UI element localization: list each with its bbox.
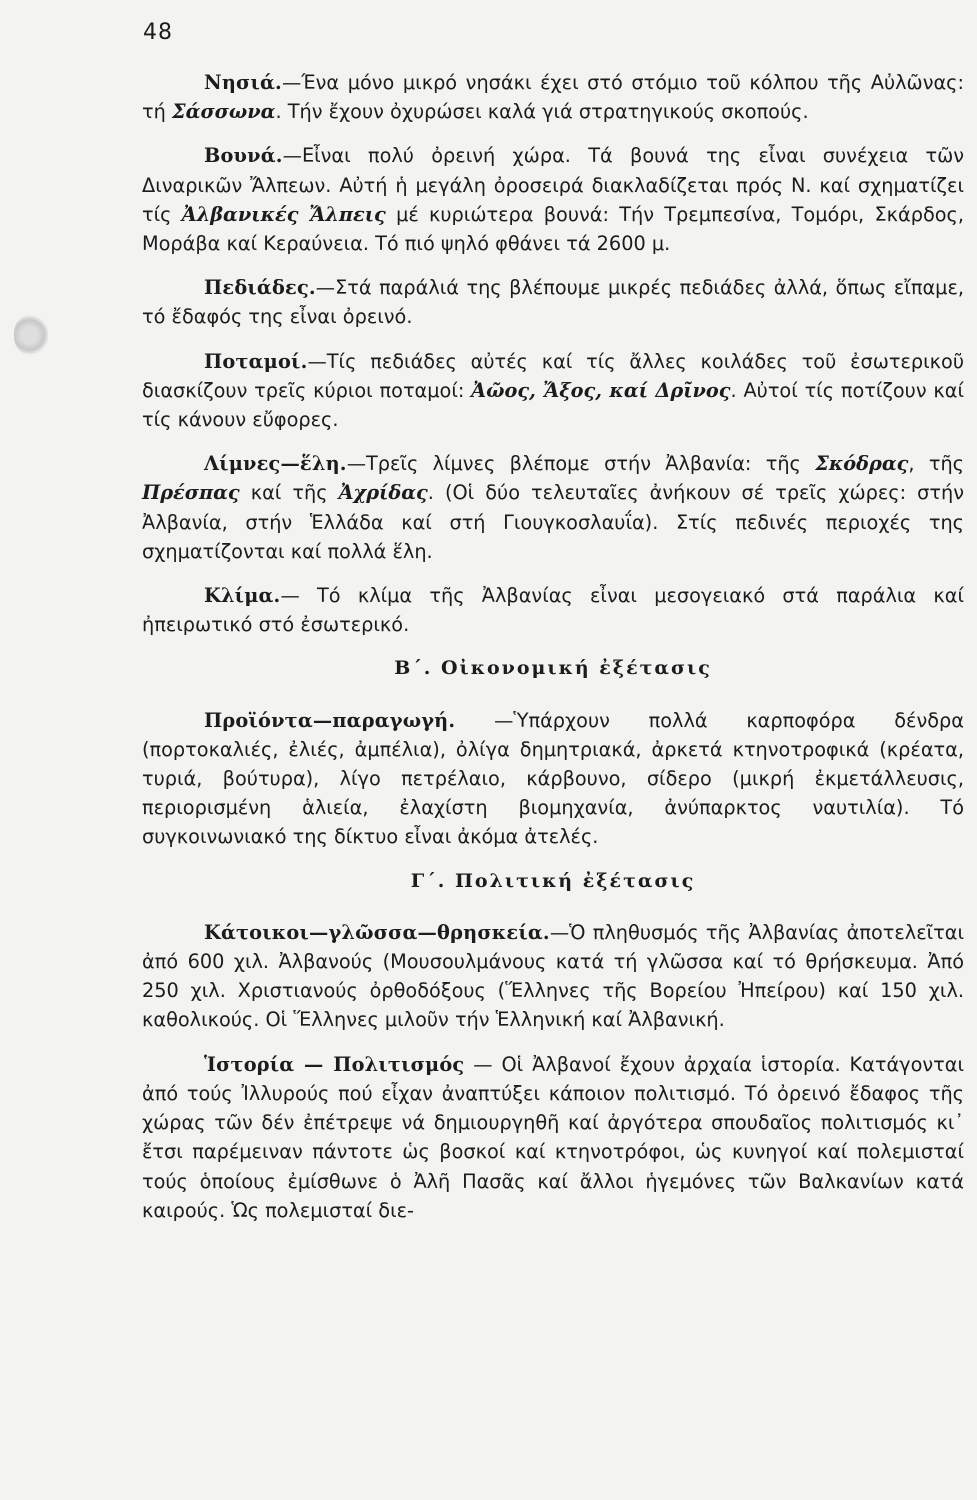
paragraph-text: —Εἶναι πολύ ὀρεινή χώρα. Τά βουνά της εἶναι συνέχεια τῶν Διναρικῶν Ἄλπεων. Αὐτή ἡ μεγάλη ὀροσειρά διακλαδίζεται πρός Ν. καί σχηματίζει τίς [142,144,964,226]
emphasized-name: Ἀχρίδας [338,481,428,505]
emphasized-name: Πρέσπας [142,481,240,505]
paragraph [142,68,964,126]
paragraph-text: καί τῆς [239,481,339,505]
paragraph-heading: Κλίμα. [204,584,281,608]
emphasized-name: Σκόδρας [815,452,909,476]
emphasized-name: Σάσσωνα [171,100,276,124]
paragraph-text: — Οἱ Ἀλβανοί ἔχουν ἀρχαία ἱστορία. Κατάγονται ἀπό τούς Ἰλλυρούς πού εἶχαν ἀναπτύξει κάποιον πολιτισμό. Τό ὀρεινό ἔδαφος τῆς χώρας τῶν δέν ἐπέτρεψε νά δημιουργηθῆ καί ἀργότερα σπουδαῖος πολιτισμός κι᾿ ἔτσι παρέμειναν πάντοτε ὡς βοσκοί καί κτηνοτρόφοι, ὡς κυνηγοί καί πολεμισταί τούς ὁποίους ἐμίσθωνε ὁ Ἀλῆ Πασᾶς καί ἄλλοι ἡγεμόνες τῶν Βαλκανίων κατά καιρούς. Ὡς πολεμισταί διε- [142,1052,964,1222]
paragraph-text: . Τήν ἔχουν ὀχυρώσει καλά γιά στρατηγικούς σκοπούς. [275,100,809,124]
section-title: Γ΄. Πολιτική ἐξέτασις [410,869,696,892]
paragraph-text: . (Οἱ δύο τελευταῖες ἀνήκουν σέ τρεῖς χώρες: στήν Ἀλβανία, στήν Ἑλλάδα καί στή Γιουγκοσλαυΐα). Στίς πεδινές περιοχές της σχηματίζονται καί πολλά ἕλη. [142,481,964,563]
paragraph-text: —Τρεῖς λίμνες βλέπομε στήν Ἀλβανία: τῆς [346,452,816,476]
paragraph [142,449,964,566]
paragraph [142,706,964,852]
paragraph-text: —Ὁ πληθυσμός τῆς Ἀλβανίας ἀποτελεῖται ἀπό 600 χιλ. Ἀλβανούς (Μουσουλμάνους κατά τή γλῶσσα καί τό θρήσκευμα. Ἀπό 250 χιλ. Χριστιανούς ὀρθοδόξους (Ἕλληνες τῆς Βορείου Ἠπείρου) καί 150 χιλ. καθολικούς. Οἱ Ἕλληνες μιλοῦν τήν Ἑλληνική καί Ἀλβανική. [142,920,964,1032]
paper-stain [14,315,48,355]
paragraph-text: —Στά παράλιά της βλέπουμε μικρές πεδιάδες ἀλλά, ὅπως εἴπαμε, τό ἔδαφός της εἶναι ὀρεινό. [142,276,964,329]
page-number: 48 [143,20,173,45]
paragraph-text: — Τό κλίμα τῆς Ἀλβανίας εἶναι μεσογειακό στά παράλια καί ἠπειρωτικό στό ἐσωτερικό. [142,584,964,637]
page-body [142,68,964,1240]
paragraph [142,581,964,639]
paragraph [142,1050,964,1225]
paragraph [142,273,964,331]
emphasized-name: Ἀλβανικές Ἄλπεις [181,202,386,226]
paragraph-heading: Κάτοικοι—γλῶσσα—θρησκεία. [204,920,550,944]
paragraph-heading: Ἱστορία — Πολιτισμός [204,1052,465,1076]
paragraph-heading: Προϊόντα—παραγωγή. [204,708,456,732]
paragraph-heading: Νησιά. [204,71,282,94]
paragraph-text: —Ένα μόνο μικρό νησάκι έχει στό στόμιο τοῦ κόλπου τῆς Αὐλῶνας: τή [142,71,964,124]
paragraph-heading: Ποταμοί. [204,349,308,373]
emphasized-name: Ἀῶος, Ἄξος, καί Δρῖνος [471,378,731,402]
paragraph-text: , τῆς [908,452,964,476]
paragraph-text: μέ κυριώτερα βουνά: Τήν Τρεμπεσίνα, Τομόρι, Σκάρδος, Μοράβα καί Κεραύνεια. Τό πιό ψηλό φθάνει τά 2600 μ. [142,202,964,256]
paragraph [142,141,964,258]
paragraph-text: —Ὑπάρχουν πολλά καρποφόρα δένδρα (πορτοκαλιές, ἐλιές, ἀμπέλια), ὀλίγα δημητριακά, ἀρκετά κτηνοτροφικά (κρέατα, τυριά, βούτυρα), λίγο πετρέλαιο, κάρβουνο, σίδερο (μικρή ἐκμετάλλευσις, περιορισμένη ἁλιεία, ἐλαχίστη βιομηχανία, ἀνύπαρκτος ναυτιλία). Τό συγκοινωνιακό της δίκτυο εἶναι ἀκόμα ἀτελές. [142,708,964,849]
paragraph [142,918,964,1035]
paragraph-text: —Τίς πεδιάδες αὐτές καί τίς ἄλλες κοιλάδες τοῦ ἐσωτερικοῦ διασκίζουν τρεῖς κύριοι ποταμοί: [142,349,964,402]
section-title: Β΄. Οἰκονομική ἐξέτασις [394,657,712,680]
paragraph-heading: Πεδιάδες. [204,276,316,300]
paragraph [142,347,964,435]
paragraph-heading: Λίμνες—ἕλη. [204,452,347,476]
paragraph-text: . Αὐτοί τίς ποτίζουν καί τίς κάνουν εὔφορες. [142,378,965,432]
paragraph-heading: Βουνά. [204,144,283,168]
